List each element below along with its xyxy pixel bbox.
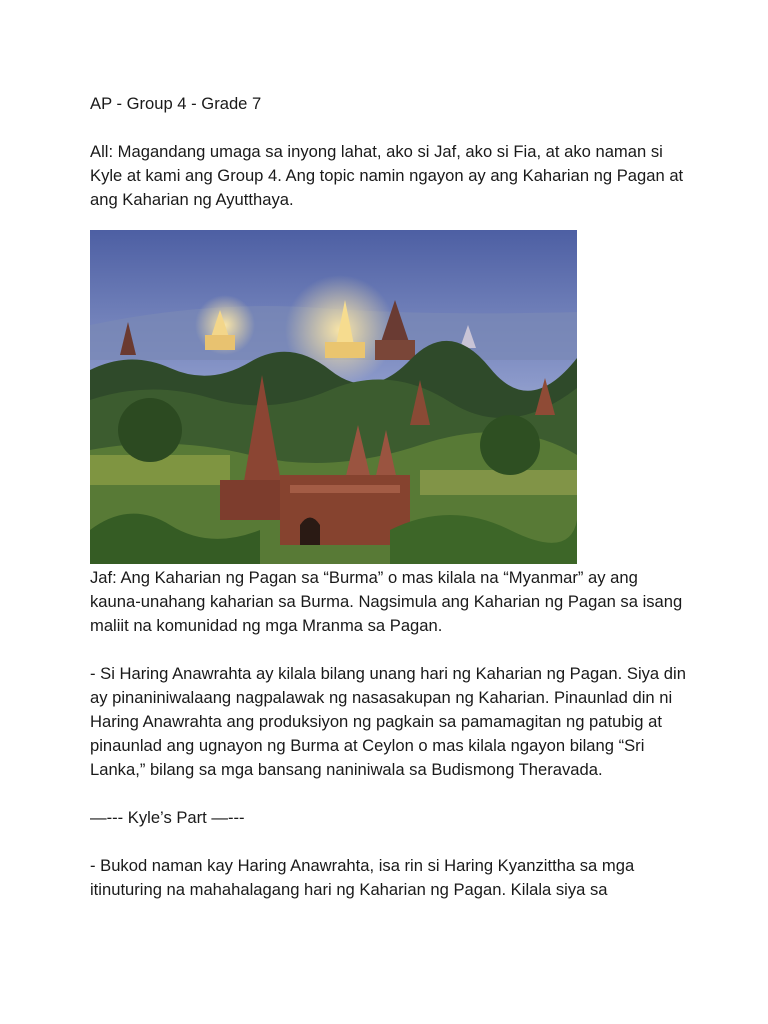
pagoda-landscape-photo (90, 230, 577, 564)
photo-illustration (90, 230, 577, 564)
kyle-part-heading: —--- Kyle’s Part —--- (90, 808, 245, 827)
anawrahta-paragraph: - Si Haring Anawrahta ay kilala bilang unang hari ng Kaharian ng Pagan. Siya din ay pinaniniwalaang nagpalawak ng nasasakupan ng Kaharian. Pinaunlad din ni Haring Anawrahta ang produksiyon ng pagkain sa pamamagitan ng patubig at pinaunlad ang ugnayon ng Burma at Ceylon o mas kilala ngayon bilang “Sri Lanka,” bilang sa mga bansang naniniwala sa Budismong Theravada. (90, 664, 686, 779)
intro-paragraph: All: Magandang umaga sa inyong lahat, ako si Jaf, ako si Fia, at ako naman si Kyle at kami ang Group 4. Ang topic namin ngayon ay ang Kaharian ng Pagan at ang Kaharian ng Ayutthaya. (90, 142, 684, 209)
document-page (90, 92, 690, 926)
kyanzittha-paragraph: - Bukod naman kay Haring Anawrahta, isa rin si Haring Kyanzittha sa mga itinuturing na mahahalagang hari ng Kaharian ng Pagan. Kilala siya sa (90, 856, 635, 899)
jaf-paragraph: Jaf: Ang Kaharian ng Pagan sa “Burma” o mas kilala na “Myanmar” ay ang kauna-unahang kaharian sa Burma. Nagsimula ang Kaharian ng Pagan sa isang maliit na komunidad ng mga Mranma sa Pagan. (90, 568, 683, 635)
document-heading: AP - Group 4 - Grade 7 (90, 94, 262, 113)
